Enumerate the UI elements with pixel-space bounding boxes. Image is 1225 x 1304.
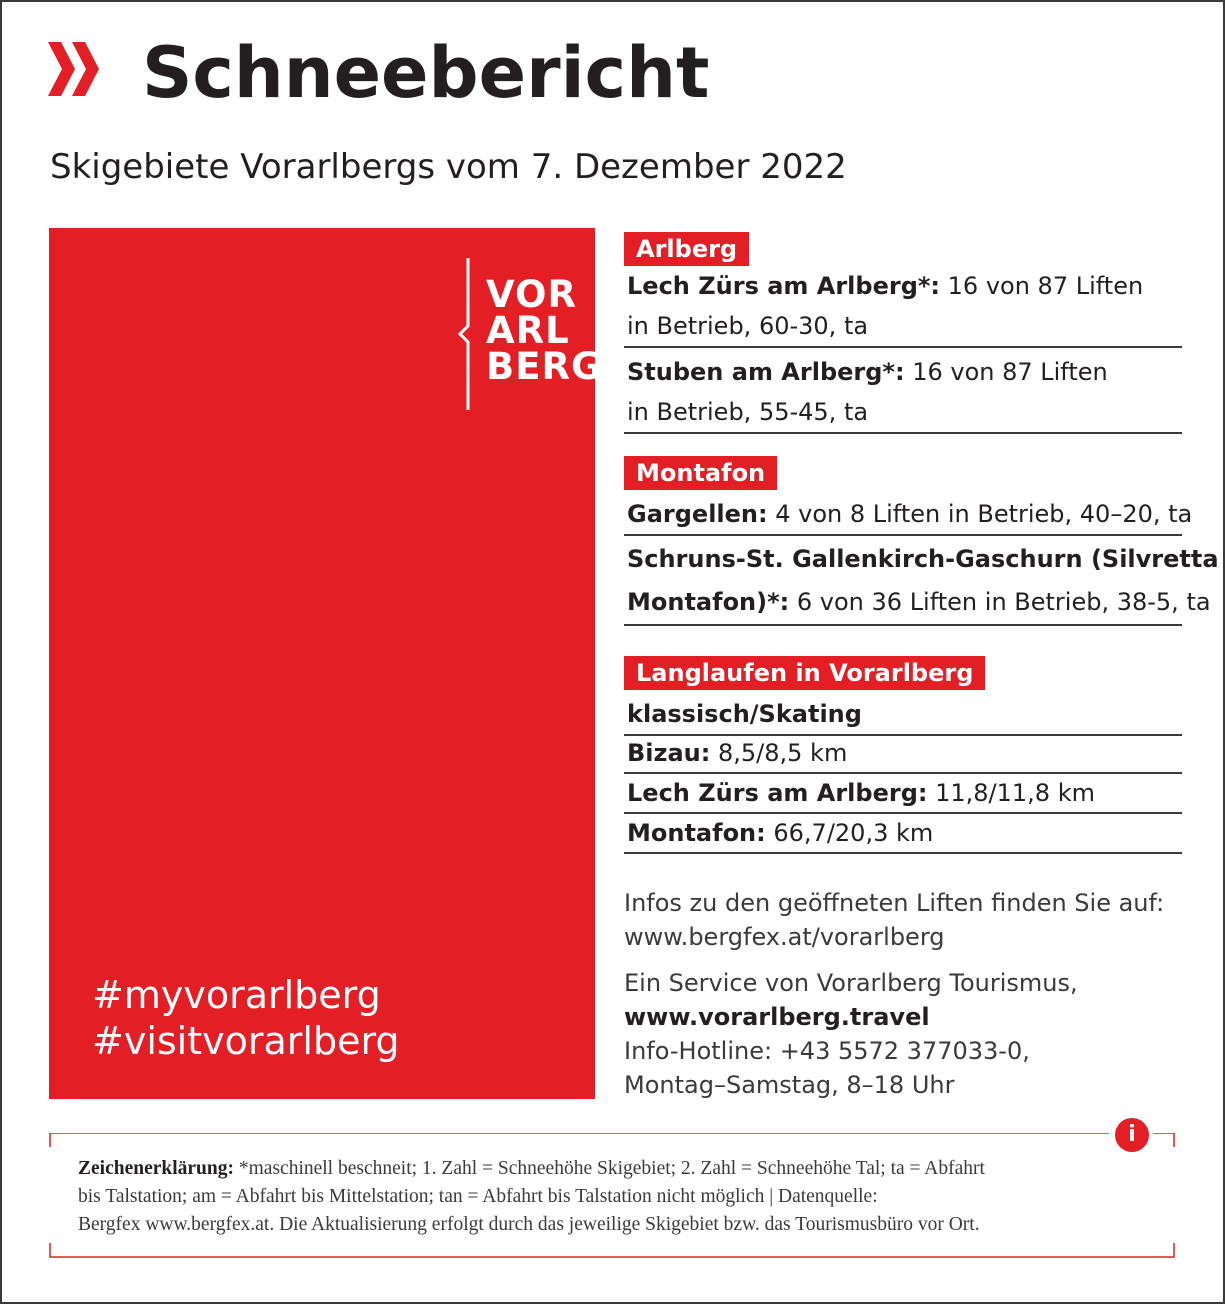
opening-hours: Montag–Samstag, 8–18 Uhr bbox=[624, 1071, 955, 1099]
logo-line: VOR bbox=[486, 273, 577, 316]
resort-name: Lech Zürs am Arlberg*: bbox=[627, 272, 941, 300]
list-item bbox=[624, 538, 1219, 626]
resort-name: Gargellen: bbox=[627, 500, 768, 528]
resort-name: Schruns-St. Gallenkirch-Gaschurn (Silvretta bbox=[627, 545, 1219, 573]
list-item bbox=[624, 266, 1182, 348]
double-chevron-icon bbox=[48, 42, 100, 96]
resort-status-cont: in Betrieb, 60-30, ta bbox=[627, 312, 869, 340]
section-heading-arlberg: Arlberg bbox=[624, 232, 749, 266]
list-subheading bbox=[624, 694, 1182, 736]
resort-status: 4 von 8 Liften in Betrieb, 40–20, ta bbox=[767, 500, 1193, 528]
resort-status: 6 von 36 Liften in Betrieb, 38-5, ta bbox=[789, 588, 1211, 616]
resort-name-cont: Montafon)*: bbox=[627, 588, 790, 616]
list-item bbox=[624, 774, 1182, 814]
trail-name: Bizau: bbox=[627, 739, 711, 767]
info-text: Infos zu den geöffneten Liften finden Sie auf: bbox=[624, 889, 1165, 917]
list-item bbox=[624, 814, 1182, 854]
list-item bbox=[624, 352, 1182, 434]
legend-line: Bergfex www.bergfex.at. Die Aktualisierung erfolgt durch das jeweilige Skigebiet bzw. das Tourismusbüro vor Ort. bbox=[78, 1214, 980, 1235]
legend-line: bis Talstation; am = Abfahrt bis Mittelstation; tan = Abfahrt bis Talstation nicht möglich | Datenquelle: bbox=[78, 1186, 878, 1207]
hashtag-myvorarlberg: #myvorarlberg bbox=[92, 973, 381, 1017]
resort-status: 16 von 87 Liften bbox=[904, 358, 1108, 386]
list-item bbox=[624, 494, 1193, 536]
section-heading-langlaufen: Langlaufen in Vorarlberg bbox=[624, 656, 985, 690]
trail-length: 66,7/20,3 km bbox=[765, 819, 934, 847]
page-title: Schneebericht bbox=[142, 32, 710, 114]
trail-name: Montafon: bbox=[627, 819, 766, 847]
legend-box bbox=[49, 1133, 1175, 1258]
trail-length: 11,8/11,8 km bbox=[927, 779, 1095, 807]
info-icon: i bbox=[1115, 1118, 1149, 1152]
brand-panel bbox=[49, 228, 603, 1099]
service-text: Ein Service von Vorarlberg Tourismus, bbox=[624, 969, 1078, 997]
page-subtitle: Skigebiete Vorarlbergs vom 7. Dezember 2022 bbox=[50, 147, 847, 187]
hashtags bbox=[92, 972, 400, 1064]
hashtag-visitvorarlberg: #visitvorarlberg bbox=[92, 1019, 400, 1063]
trail-name: Lech Zürs am Arlberg: bbox=[627, 779, 928, 807]
legend-label: Zeichenerklärung: bbox=[78, 1158, 234, 1179]
resort-status: 16 von 87 Liften bbox=[940, 272, 1144, 300]
vorarlberg-travel-link[interactable]: www.vorarlberg.travel bbox=[624, 1003, 930, 1031]
resort-status-cont: in Betrieb, 55-45, ta bbox=[627, 398, 869, 426]
section-heading-montafon: Montafon bbox=[624, 456, 777, 490]
list-item bbox=[624, 734, 1182, 774]
legend-text bbox=[78, 1155, 1158, 1239]
trail-length: 8,5/8,5 km bbox=[710, 739, 848, 767]
vorarlberg-logo bbox=[486, 273, 603, 388]
bergfex-link[interactable]: www.bergfex.at/vorarlberg bbox=[624, 923, 945, 951]
subheading-label: klassisch/Skating bbox=[627, 700, 862, 728]
legend-line: *maschinell beschneit; 1. Zahl = Schneehöhe Skigebiet; 2. Zahl = Schneehöhe Tal; ta = Abfahrt bbox=[234, 1158, 985, 1179]
resort-name: Stuben am Arlberg*: bbox=[627, 358, 905, 386]
logo-line: ARL bbox=[486, 309, 570, 352]
logo-line: BERG bbox=[486, 345, 603, 388]
hotline-text: Info-Hotline: +43 5572 377033-0, bbox=[624, 1037, 1030, 1065]
